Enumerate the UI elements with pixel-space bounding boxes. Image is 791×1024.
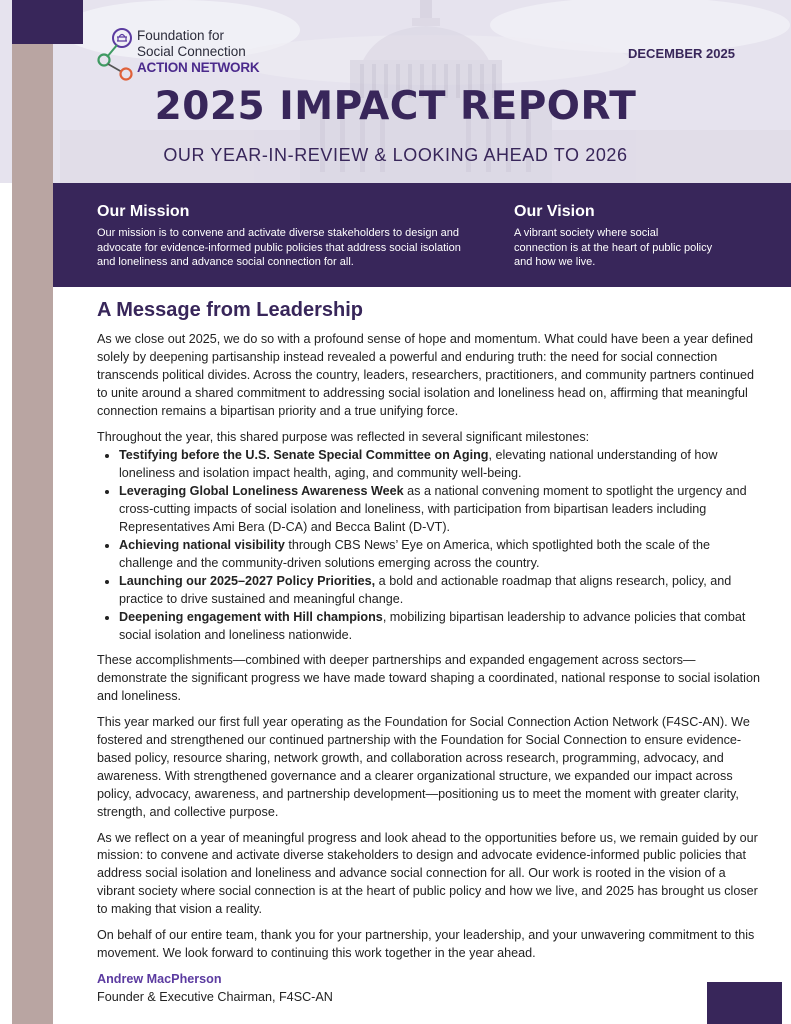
milestone-title: Leveraging Global Loneliness Awareness Week [119,484,404,499]
list-item [119,609,765,645]
page-title: 2025 IMPACT REPORT [154,84,637,129]
bottom-accent-block [707,982,782,1024]
organization-logo [95,26,295,82]
signature-name: Andrew MacPherson [97,971,222,986]
letter-paragraph-6: On behalf of our entire team, thank you for your partnership, your leadership, and your unwavering commitment to this movement. We look forward to continuing this work together in the year ahead. [97,928,755,960]
top-accent-block [12,0,83,44]
milestone-title: Deepening engagement with Hill champions [119,609,383,624]
vision-text: A vibrant society where social connection is at the heart of public policy and how we live. [514,227,713,268]
list-item [119,573,765,609]
logo-line-1: Foundation for [137,28,225,43]
milestone-text: as a national convening moment to spotlight the urgency and cross-cutting impacts of social isolation and loneliness, with participation from bipartisan leaders including Representatives Ami Bera (D-CA) and Becca Balint (D-VT). [119,484,747,535]
leadership-letter [97,297,765,1007]
milestone-title: Launching our 2025–2027 Policy Priorities, [119,573,376,588]
letter-paragraph-4: This year marked our first full year operating as the Foundation for Social Connection Action Network (F4SC-AN). We fostered and strengthened our continued partnership with the Foundation for Social Connection to ensure evidence-based policy, resource sharing, network growth, and collaboration across research, programming, advocacy, and awareness. With strengthened governance and a clearer organizational structure, we expanded our impact across policy, advocacy, awareness, and partnership development—positioning us to meet the moment with greater clarity, strength, and collective purpose. [97,715,750,819]
milestone-text: through CBS News’ Eye on America, which spotlighted both the scale of the challenge and the community-driven solutions emerging across the country. [119,537,711,570]
logo-line-2: Social Connection [137,44,246,59]
logo-wordmark [137,28,259,76]
list-item [119,483,765,537]
letter-paragraph-3: These accomplishments—combined with deeper partnerships and expanded engagement across sectors—demonstrate the significant progress we have made toward shaping a coordinated, national response to social isolation and loneliness. [97,653,760,704]
mission-heading: Our Mission [97,203,190,220]
page-subtitle: OUR YEAR-IN-REVIEW & LOOKING AHEAD TO 2026 [163,145,628,165]
vision-heading: Our Vision [514,203,595,220]
network-logo-icon [95,26,135,82]
milestone-text: , elevating national understanding of how loneliness and isolation impact health, aging, and community well-being. [119,448,718,481]
milestone-text: a bold and actionable roadmap that aligns research, policy, and practice to drive sustained and meaningful change. [119,573,732,606]
letter-paragraph-2: Throughout the year, this shared purpose was reflected in several significant milestones: [97,429,590,444]
milestones-list [97,447,765,644]
list-item [119,537,765,573]
mission-text: Our mission is to convene and activate diverse stakeholders to design and advocate for evidence-informed public policies that address social isolation and loneliness and advance social connection for all. [97,227,461,268]
milestone-text: , mobilizing bipartisan leadership to advance policies that combat social isolation and loneliness nationwide. [119,609,746,642]
logo-line-3: ACTION NETWORK [137,60,260,75]
milestone-title: Achieving national visibility [119,537,285,552]
letter-paragraph-1: As we close out 2025, we do so with a profound sense of hope and momentum. What could have been a year defined solely by deepening partisanship instead revealed a powerful and enduring truth: the need for social connection transcends political divides. Across the country, leaders, researchers, practitioners, and community partners continued to unite around a shared commitment to addressing social isolation and loneliness head on, affirming that meaningful connection remains a bipartisan priority and a true unifying force. [97,332,755,418]
letter-paragraph-5: As we reflect on a year of meaningful progress and look ahead to the opportunities before us, we remain guided by our mission: to convene and activate diverse stakeholders to design and advocate evidence-informed public policies that address social isolation and loneliness and advance social connection for all. Our work is rooted in the vision of a vibrant society where social connection is at the heart of public policy and how we live, and 2025 has brought us closer to making that vision a reality. [97,830,758,917]
milestone-title: Testifying before the U.S. Senate Special Committee on Aging [119,448,489,463]
list-item [119,447,765,483]
report-date: DECEMBER 2025 [628,46,735,61]
signature-title: Founder & Executive Chairman, F4SC-AN [97,989,333,1004]
letter-heading: A Message from Leadership [97,299,364,321]
mission-vision-band [53,183,791,287]
